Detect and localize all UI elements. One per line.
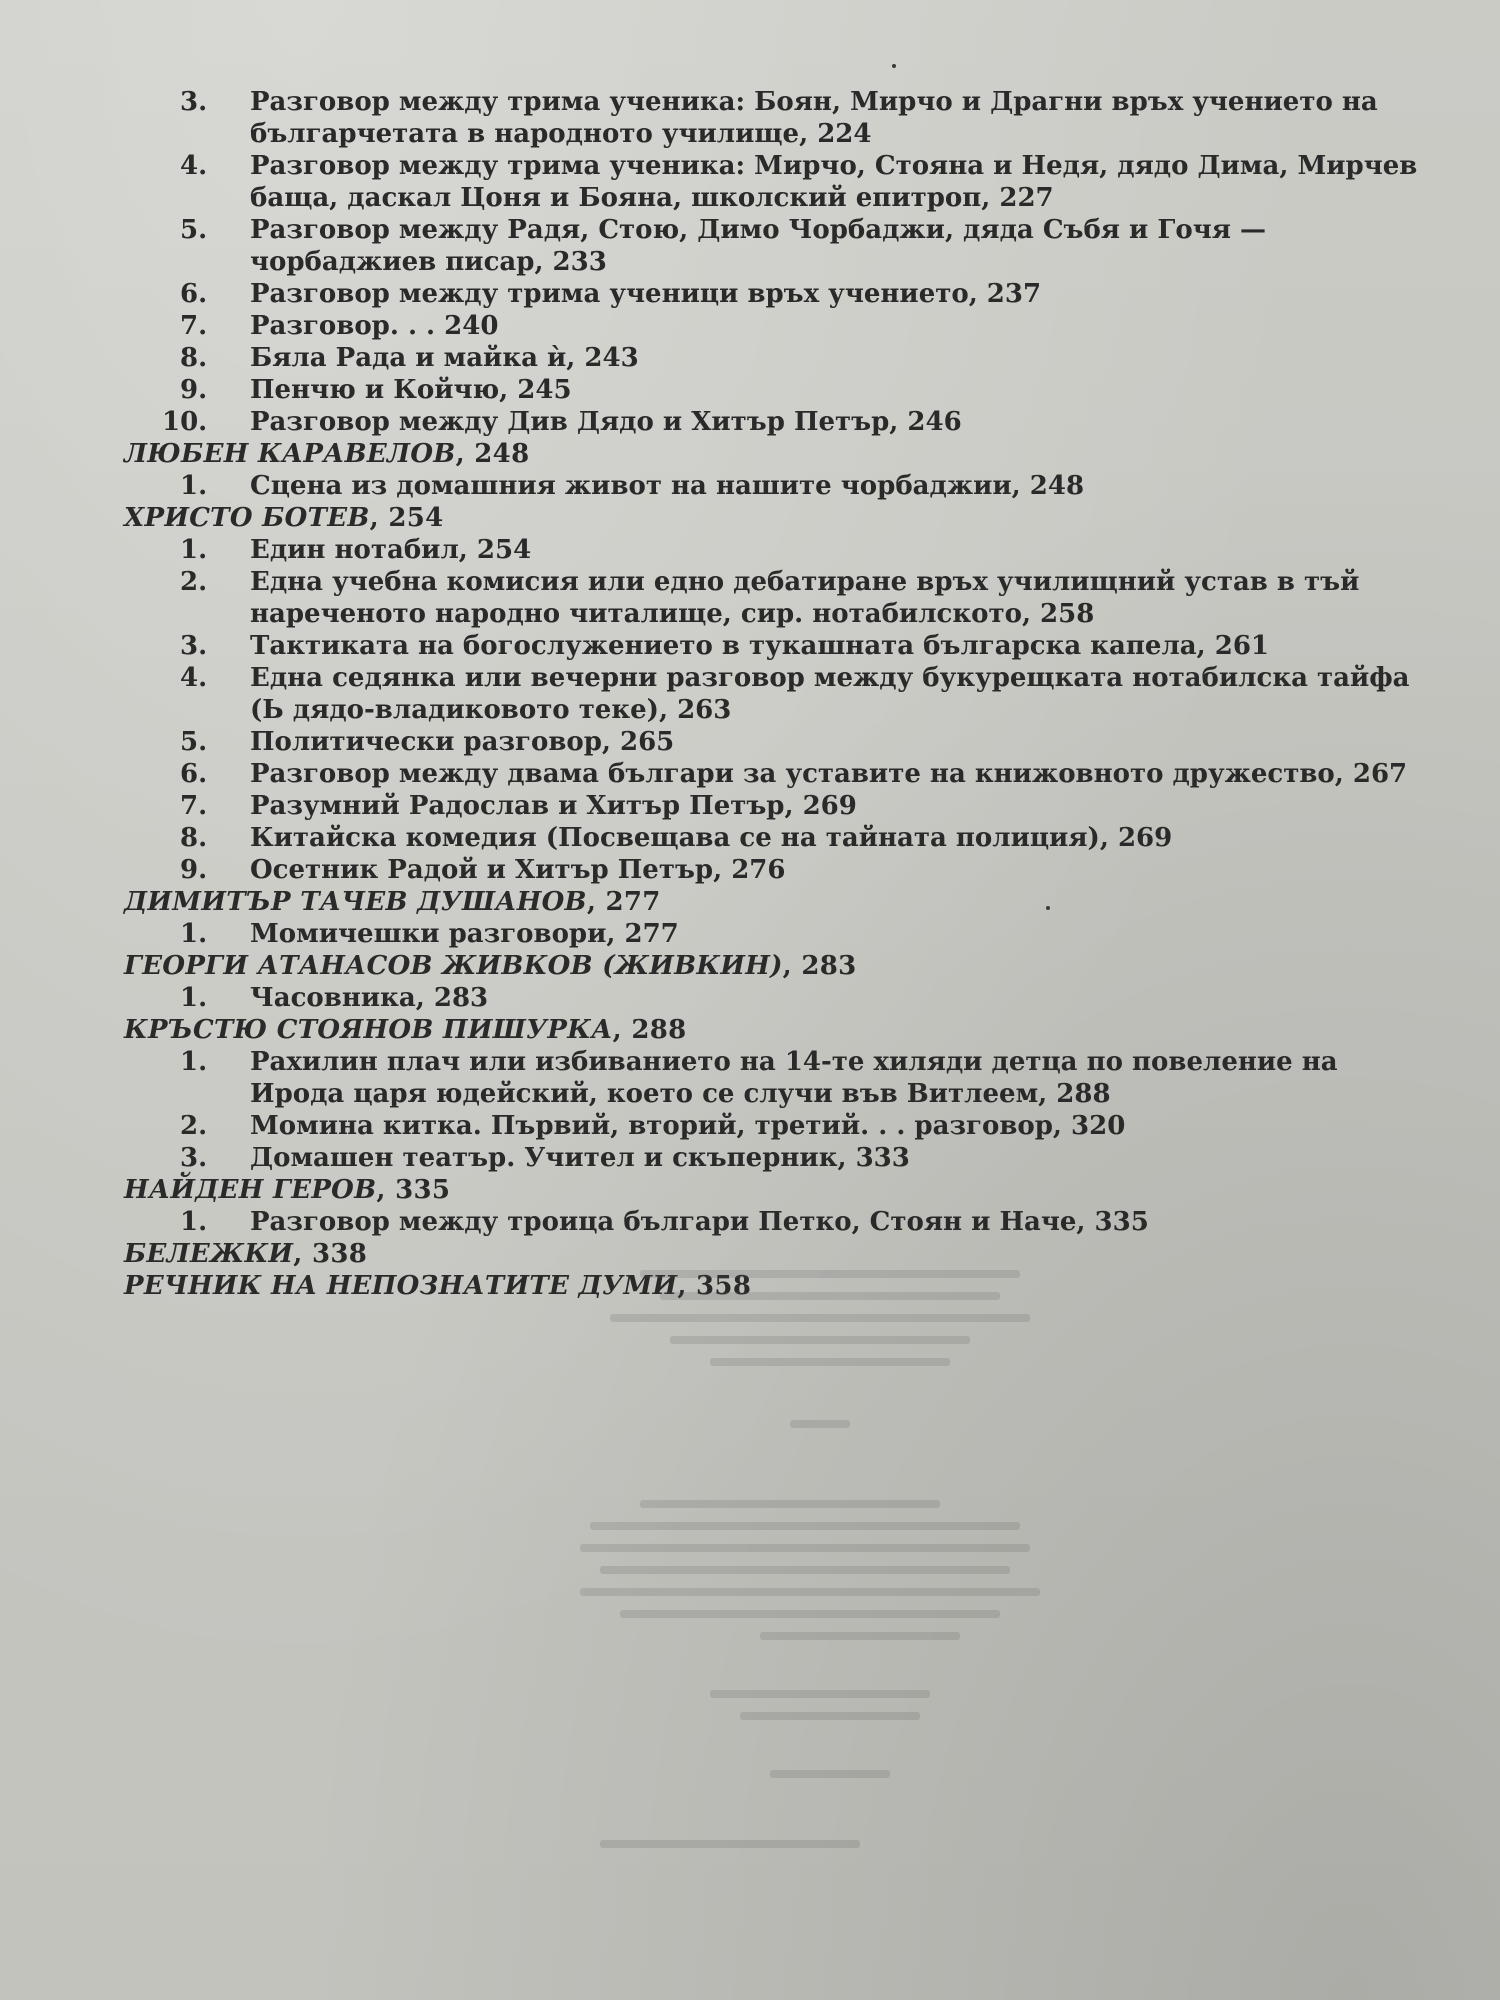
- toc-entry: [120, 1046, 1420, 1110]
- toc-entry: [120, 278, 1420, 310]
- toc-entry: [120, 1142, 1420, 1174]
- toc-entry: [120, 406, 1420, 438]
- author-name: РЕЧНИК НА НЕПОЗНАТИТЕ ДУМИ: [124, 1271, 678, 1301]
- entry-title: Рахилин плач или избиванието на 14-те хиляди детца по повеление на Ирода царя юдейский, което се случи във Витлеем, 288: [250, 1047, 1338, 1109]
- author-name: ЛЮБЕН КАРАВЕЛОВ: [124, 439, 456, 469]
- entry-title: Момина китка. Първий, вторий, третий. . . разговор, 320: [250, 1111, 1126, 1141]
- entry-number: 3.: [180, 87, 208, 117]
- entry-title: Тактиката на богослужението в тукашната българска капела, 261: [250, 631, 1270, 661]
- author-page: , 248: [455, 439, 530, 469]
- show-through-lines: [500, 1250, 1060, 1870]
- toc-entry: [120, 1110, 1420, 1142]
- toc-entry: [120, 150, 1420, 214]
- entry-number: 5.: [180, 727, 208, 757]
- author-heading: [120, 438, 1420, 470]
- toc-entry: [120, 758, 1420, 790]
- author-heading: [120, 1174, 1420, 1206]
- entry-title: Една седянка или вечерни разговор между букурещката нотабилска тайфа (Ь дядо-владиковото теке), 263: [250, 663, 1410, 725]
- entry-number: 8.: [180, 823, 208, 853]
- entry-title: Домашен театър. Учител и скъперник, 333: [250, 1143, 910, 1173]
- entry-title: Политически разговор, 265: [250, 727, 675, 757]
- entry-number: 7.: [180, 791, 208, 821]
- author-name: НАЙДЕН ГЕРОВ: [124, 1175, 377, 1205]
- entry-number: 1.: [180, 983, 208, 1013]
- entry-number: 2.: [180, 1111, 208, 1141]
- entry-number: 9.: [180, 375, 208, 405]
- toc-entry: [120, 630, 1420, 662]
- author-heading: [120, 886, 1420, 918]
- entry-title: Един нотабил, 254: [250, 535, 532, 565]
- entry-number: 9.: [180, 855, 208, 885]
- entry-number: 5.: [180, 215, 208, 245]
- entry-number: 7.: [180, 311, 208, 341]
- toc-entry: [120, 310, 1420, 342]
- entry-number: 3.: [180, 1143, 208, 1173]
- author-page: , 254: [369, 503, 444, 533]
- entry-title: Осетник Радой и Хитър Петър, 276: [250, 855, 786, 885]
- entry-number: 6.: [180, 759, 208, 789]
- entry-title: Разговор между трима ученици връх учението, 237: [250, 279, 1042, 309]
- toc-entry: [120, 982, 1420, 1014]
- entry-title: Пенчю и Койчю, 245: [250, 375, 572, 405]
- entry-number: 1.: [180, 1047, 208, 1077]
- toc-entry: [120, 86, 1420, 150]
- author-name: КРЪСТЮ СТОЯНОВ ПИШУРКА: [124, 1015, 613, 1045]
- table-of-contents: [120, 86, 1420, 1302]
- entry-title: Разговор между двама българи за уставите на книжовното дружество, 267: [250, 759, 1408, 789]
- entry-number: 8.: [180, 343, 208, 373]
- author-name: БЕЛЕЖКИ: [124, 1239, 294, 1269]
- toc-entry: [120, 566, 1420, 630]
- author-page: , 358: [677, 1271, 752, 1301]
- entry-title: Разговор между Див Дядо и Хитър Петър, 246: [250, 407, 962, 437]
- toc-entry: [120, 822, 1420, 854]
- toc-entry: [120, 918, 1420, 950]
- author-page: , 288: [612, 1015, 687, 1045]
- entry-title: Бяла Рада и майка ѝ, 243: [250, 343, 639, 373]
- entry-title: Момичешки разговори, 277: [250, 919, 679, 949]
- entry-number: 6.: [180, 279, 208, 309]
- toc-entry: [120, 342, 1420, 374]
- entry-title: Часовника, 283: [250, 983, 489, 1013]
- entry-title: Сцена из домашния живот на нашите чорбаджии, 248: [250, 471, 1085, 501]
- entry-title: Разговор между троица българи Петко, Стоян и Наче, 335: [250, 1207, 1149, 1237]
- toc-entry: [120, 374, 1420, 406]
- paper-speck: [1046, 906, 1050, 910]
- author-name: ДИМИТЪР ТАЧЕВ ДУШАНОВ: [124, 887, 587, 917]
- author-heading: [120, 502, 1420, 534]
- entry-number: 4.: [180, 151, 208, 181]
- toc-entry: [120, 726, 1420, 758]
- toc-entry: [120, 1206, 1420, 1238]
- entry-title: Разумний Радослав и Хитър Петър, 269: [250, 791, 857, 821]
- entry-number: 2.: [180, 567, 208, 597]
- show-through-texture: [500, 1250, 1060, 1870]
- entry-number: 1.: [180, 471, 208, 501]
- entry-number: 10.: [162, 407, 208, 437]
- entry-number: 1.: [180, 1207, 208, 1237]
- author-heading: [120, 950, 1420, 982]
- toc-entry: [120, 854, 1420, 886]
- author-heading: [120, 1014, 1420, 1046]
- entry-number: 3.: [180, 631, 208, 661]
- entry-title: Една учебна комисия или едно дебатиране връх училищний устав в тъй нареченото народно читалище, сир. нотабилското, 258: [250, 567, 1360, 629]
- entry-number: 1.: [180, 535, 208, 565]
- entry-title: Китайска комедия (Посвещава се на тайната полиция), 269: [250, 823, 1173, 853]
- author-name: ХРИСТО БОТЕВ: [124, 503, 370, 533]
- toc-entry: [120, 534, 1420, 566]
- toc-entry: [120, 214, 1420, 278]
- entry-title: Разговор между Радя, Стою, Димо Чорбаджи, дяда Събя и Гочя — чорбаджиев писар, 233: [250, 215, 1266, 277]
- toc-entry: [120, 662, 1420, 726]
- author-page: , 283: [782, 951, 857, 981]
- paper-speck: [892, 64, 896, 68]
- author-name: ГЕОРГИ АТАНАСОВ ЖИВКОВ (ЖИВКИН): [124, 951, 783, 981]
- author-page: , 338: [293, 1239, 368, 1269]
- entry-title: Разговор между трима ученика: Боян, Мирчо и Драгни връх учението на българчетата в народното училище, 224: [250, 87, 1378, 149]
- toc-entry: [120, 790, 1420, 822]
- entry-title: Разговор. . . 240: [250, 311, 499, 341]
- entry-number: 1.: [180, 919, 208, 949]
- author-page: , 277: [586, 887, 661, 917]
- author-page: , 335: [376, 1175, 451, 1205]
- entry-number: 4.: [180, 663, 208, 693]
- toc-entry: [120, 470, 1420, 502]
- entry-title: Разговор между трима ученика: Мирчо, Стояна и Недя, дядо Дима, Мирчев баща, даскал Цоня и Бояна, школский епитроп, 227: [250, 151, 1418, 213]
